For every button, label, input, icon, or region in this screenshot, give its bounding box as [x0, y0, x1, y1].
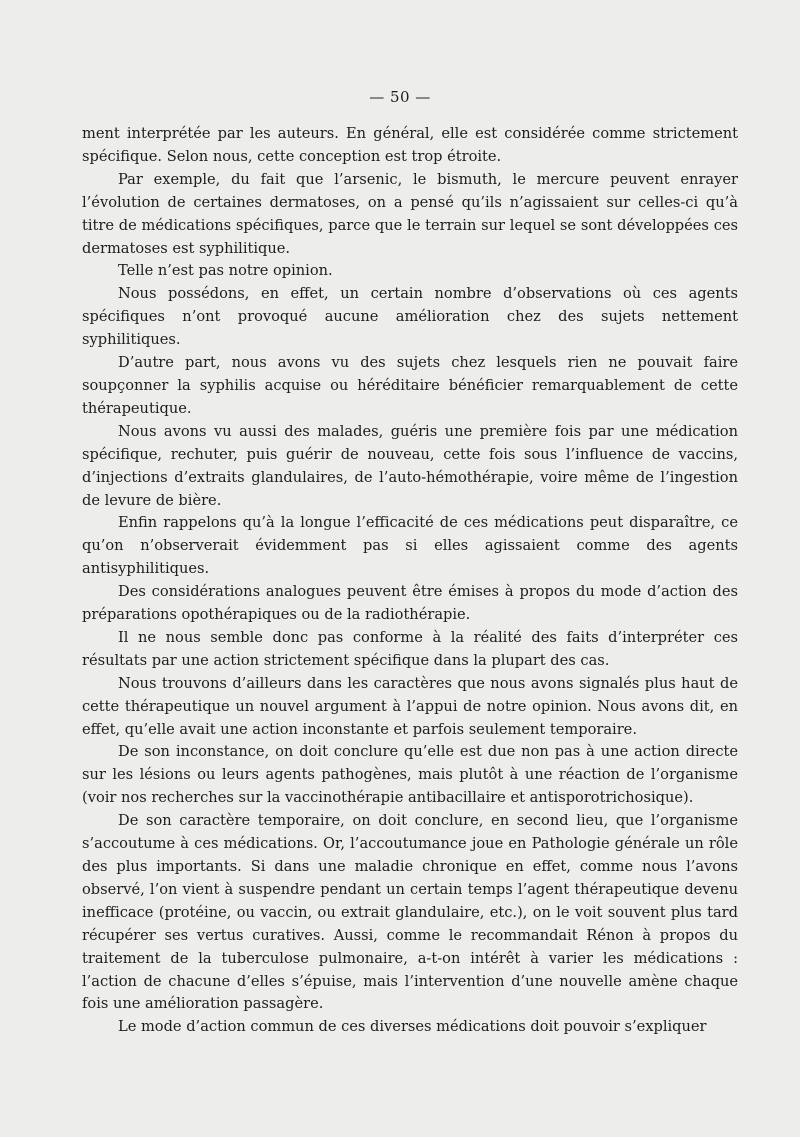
paragraph: Enfin rappelons qu’à la longue l’efficacité de ces médications peut disparaître, ce qu’on n’observerait évidemment pas si elles agissaient comme des agents antisyphilitiques.	[82, 514, 738, 578]
paragraph: Telle n’est pas notre opinion.	[118, 262, 333, 280]
paragraph: Nous trouvons d’ailleurs dans les caractères que nous avons signalés plus haut de cette thérapeutique un nouvel argument à l’appui de notre opinion. Nous avons dit, en effet, qu’elle avait une action inconstante et parfois seulement temporaire.	[82, 674, 738, 738]
paragraph: Le mode d’action commun de ces diverses médications doit pouvoir s’expliquer	[118, 1018, 707, 1036]
paragraph: ment interprétée par les auteurs. En général, elle est considérée comme strictement spécifique. Selon nous, cette conception est trop étroite.	[82, 125, 738, 165]
paragraph: De son inconstance, on doit conclure qu’elle est due non pas à une action directe sur les lésions ou leurs agents pathogènes, mais plutôt à une réaction de l’organisme (voir nos recherches sur la vaccinothérapie antibacillaire et antisporotrichosique).	[82, 743, 738, 807]
paragraph: D’autre part, nous avons vu des sujets chez lesquels rien ne pouvait faire soupçonner la syphilis acquise ou héréditaire bénéficier remarquablement de cette thérapeutique.	[82, 354, 738, 417]
paragraph: Nous avons vu aussi des malades, guéris une première fois par une médication spécifique, rechuter, puis guérir de nouveau, cette fois sous l’influence de vaccins, d’injections d’extraits glandulaires, de l’auto-hémothérapie, voire même de l’ingestion de levure de bière.	[82, 422, 738, 509]
body-text	[82, 123, 738, 1039]
paragraph: De son caractère temporaire, on doit conclure, en second lieu, que l’organisme s’accoutume à ces médications. Or, l’accoutumance joue en Pathologie générale un rôle des plus importants. Si dans une maladie chronique en effet, comme nous l’avons observé, l’on vient à suspendre pendant un certain temps l’agent thérapeutique devenu inefficace (protéine, ou vaccin, ou extrait glandulaire, etc.), on le voit souvent plus tard récupérer ses vertus curatives. Aussi, comme le recommandait Rénon à propos du traitement de la tuberculose pulmonaire, a-t-on intérêt à varier les médications : l’action de chacune d’elles s’épuise, mais l’intervention d’une nouvelle amène chaque fois une amélioration passagère.	[82, 812, 738, 1013]
page-number: — 50 —	[369, 88, 431, 106]
paragraph: Des considérations analogues peuvent être émises à propos du mode d’action des préparations opothérapiques ou de la radiothérapie.	[82, 583, 738, 624]
paragraph: Par exemple, du fait que l’arsenic, le bismuth, le mercure peuvent enrayer l’évolution de certaines dermatoses, on a pensé qu’ils n’agissaient sur celles-ci qu’à titre de médications spécifiques, parce que le terrain sur lequel se sont développées ces dermatoses est syphilitique.	[82, 170, 738, 257]
paragraph: Il ne nous semble donc pas conforme à la réalité des faits d’interpréter ces résultats par une action strictement spécifique dans la plupart des cas.	[82, 628, 738, 669]
paragraph: Nous possédons, en effet, un certain nombre d’observations où ces agents spécifiques n’ont provoqué aucune amélioration chez des sujets nettement syphilitiques.	[82, 285, 738, 349]
